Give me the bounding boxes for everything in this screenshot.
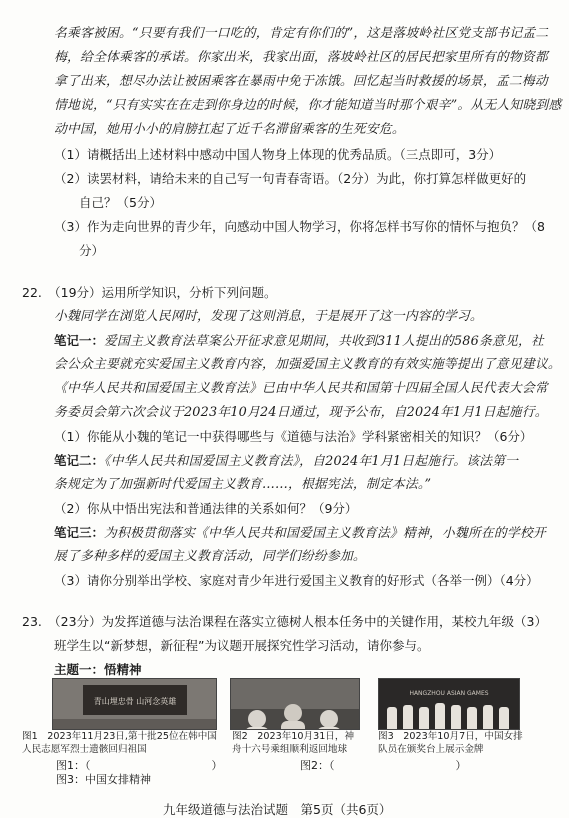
figure-3-image [379, 679, 519, 730]
note3-text-1: 为积极贯彻落实《中华人民共和国爱国主义教育法》精神，小魏所在的学校开 [104, 526, 546, 541]
figure-2-answer-blank: 图2：（ ） [300, 759, 467, 772]
q22-note2-line2: 条规定为了加强新时代爱国主义教育……，根据宪法，制定本法。” [54, 477, 432, 492]
q23-heading-line1: 23. （23分）为发挥道德与法治课程在落实立德树人根本任务中的关键作用，某校九年级（3） [22, 614, 547, 629]
q22-note2-line1 [54, 453, 518, 470]
figure-1-caption: 图1 2023年11月23日,第十批25位在韩中国人民志愿军烈士遗骸回归祖国 [22, 731, 217, 755]
q21-sub2-line2: 自己？（5分） [79, 195, 162, 210]
figure-3-answer: 图3：中国女排精神 [56, 773, 151, 786]
material-line-2: 梅，给全体乘客的承诺。你家出米，我家出面，落坡岭社区的居民把家里所有的物资都 [54, 50, 548, 65]
q22-note3-line1 [54, 525, 546, 542]
q22-heading: 22. （19分）运用所学知识，分析下列问题。 [22, 285, 277, 300]
q22-sub2: （2）你从中悟出宪法和普通法律的关系如何？（9分） [54, 501, 358, 516]
q22-note1-line2: 会公众主要就充实爱国主义教育内容，加强爱国主义教育的有效实施等提出了意见建议。 [54, 357, 561, 372]
note3-label: 笔记三： [54, 525, 105, 540]
material-line-3: 拿了出来，想尽办法让被困乘客在暴雨中免于冻饿。回忆起当时救援的场景，孟二梅动 [54, 74, 548, 89]
q22-sub3: （3）请你分别举出学校、家庭对青少年进行爱国主义教育的好形式（各举一例）（4分） [54, 573, 539, 588]
page-footer: 九年级道德与法治试题 第5页（共6页） [163, 802, 392, 817]
note2-label: 笔记二： [54, 453, 105, 468]
figure-3-caption: 图3 2023年10月7日，中国女排队员在颁奖台上展示金牌 [378, 731, 523, 755]
note2-text-1: 《中华人民共和国爱国主义教育法》，自2024年1月1日起施行。该法第一 [104, 454, 519, 469]
figure-2-photo [230, 678, 360, 730]
q22-note1-line4: 务委员会第六次会议于2023年10月24日通过，现予公布，自2024年1月1日起施行。 [54, 405, 548, 420]
material-line-4: 情地说，“只有实实在在走到你身边的时候，你才能知道当时那个艰辛”。从无人知晓到感 [54, 98, 562, 113]
figure-2-image [231, 679, 359, 730]
q21-sub3-line1: （3）作为走向世界的青少年，向感动中国人物学习，你将怎样书写你的情怀与抱负？（8 [54, 219, 545, 234]
q22-note3-line2: 展了多种多样的爱国主义教育活动，同学们纷纷参加。 [54, 549, 366, 564]
q22-intro: 小魏同学在浏览人民网时，发现了这则消息，于是展开了这一内容的学习。 [54, 309, 483, 324]
note1-text-1: 爱国主义教育法草案公开征求意见期间，共收到311人提出的586条意见，社 [104, 334, 544, 349]
q22-note1-line1 [54, 333, 544, 350]
figure-1-banner-text: 青山埋忠骨 山河念英雄 [93, 697, 177, 706]
q23-heading-line2: 班学生以“新梦想，新征程”为议题开展探究性学习活动，请你参与。 [54, 638, 430, 653]
note1-label: 笔记一： [54, 333, 105, 348]
q21-sub2-line1: （2）读罢材料，请给未来的自己写一句青春寄语。（2分）为此，你打算怎样做更好的 [54, 171, 527, 186]
figure-1-photo [52, 678, 217, 730]
figure-2-caption: 图2 2023年10月31日，神舟十六号乘组顺利返回地球 [232, 731, 355, 755]
q21-sub1: （1）请概括出上述材料中感动中国人物身上体现的优秀品质。（三点即可，3分） [54, 147, 502, 162]
q22-note1-line3: 《中华人民共和国爱国主义教育法》已由中华人民共和国第十四届全国人民代表大会常 [54, 381, 548, 396]
q21-sub3-line2: 分） [79, 243, 105, 258]
q22-sub1: （1）你能从小魏的笔记一中获得哪些与《道德与法治》学科紧密相关的知识？（6分） [54, 429, 533, 444]
figure-3-photo [378, 678, 520, 730]
material-line-1: 名乘客被困。“只要有我们一口吃的，肯定有你们的”，这是落坡岭社区党支部书记孟二 [54, 26, 549, 41]
figure-1-image [53, 679, 216, 730]
theme-one-title: 主题一：悟精神 [54, 662, 142, 677]
figure-1-answer-blank: 图1：（ ） [56, 759, 223, 772]
material-line-5: 动中国，她用小小的肩膀扛起了近千名滞留乘客的生死安危。 [54, 122, 405, 137]
figure-3-banner-text: HANGZHOU ASIAN GAMES [409, 690, 489, 697]
